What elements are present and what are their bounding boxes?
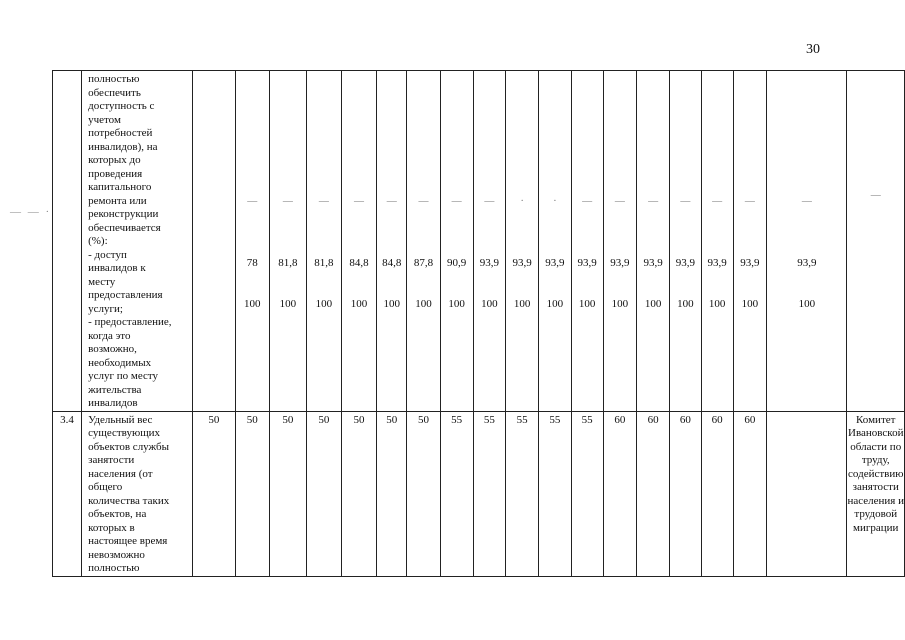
value-cell: 55 bbox=[473, 411, 506, 576]
text-line: занятости bbox=[852, 481, 899, 493]
value-cell: 55 bbox=[571, 411, 603, 576]
text-line: - предоставление, bbox=[88, 316, 172, 328]
description-cell bbox=[82, 71, 193, 412]
text-line: области по bbox=[850, 440, 902, 453]
page-number: 30 bbox=[806, 42, 820, 57]
text-line: (%): bbox=[88, 235, 108, 247]
text-line: - доступ bbox=[88, 248, 127, 261]
value-cell: — 93,9 100 bbox=[669, 71, 701, 412]
text-line: которых в bbox=[88, 521, 135, 534]
text-line: настоящее время bbox=[88, 535, 168, 547]
text-line: потребностей bbox=[88, 127, 153, 139]
text-line: возможно, bbox=[88, 343, 137, 355]
value-cell: — 93,9 100 bbox=[701, 71, 733, 412]
value-cell: — 93,9 100 bbox=[767, 71, 847, 412]
text-line: количества таких bbox=[88, 494, 170, 507]
text-line: труду, bbox=[861, 454, 890, 466]
text-line: объектов службы bbox=[88, 440, 169, 453]
text-line: учетом bbox=[88, 113, 121, 126]
text-line: инвалидов), на bbox=[88, 140, 158, 153]
value-cell: 50 bbox=[269, 411, 306, 576]
text-line: занятости bbox=[88, 454, 135, 466]
table-row-3-4 bbox=[53, 411, 905, 576]
value-cell: 60 bbox=[701, 411, 733, 576]
text-line: проведения bbox=[88, 167, 143, 180]
text-line: доступность с bbox=[88, 100, 155, 112]
value-cell: 50 bbox=[377, 411, 407, 576]
responsible-cell-empty: — bbox=[847, 71, 905, 412]
text-line: Удельный вес bbox=[88, 413, 153, 426]
text-line: услуг по месту bbox=[88, 370, 159, 382]
value-cell: — 81,8 100 bbox=[269, 71, 306, 412]
value-cell: 55 bbox=[440, 411, 473, 576]
text-line: объектов, на bbox=[88, 508, 147, 520]
index-cell: 3.4 bbox=[53, 411, 82, 576]
stray-marks: — — · bbox=[10, 206, 52, 218]
text-line: когда это bbox=[88, 329, 131, 342]
responsible-cell bbox=[847, 411, 905, 576]
value-cell: 60 bbox=[733, 411, 767, 576]
spacer-cell bbox=[767, 411, 847, 576]
value-cell: 55 bbox=[506, 411, 539, 576]
value-cell: 60 bbox=[603, 411, 637, 576]
value-cell: 60 bbox=[637, 411, 670, 576]
value-cell: 50 bbox=[235, 411, 269, 576]
text-line: капитального bbox=[88, 181, 152, 193]
text-line: инвалидов bbox=[88, 397, 138, 409]
value-cell: — 90,9 100 bbox=[440, 71, 473, 412]
text-line: обеспечивается bbox=[88, 221, 161, 234]
text-line: ремонта или bbox=[88, 194, 147, 207]
value-cell: · 93,9 100 bbox=[506, 71, 539, 412]
value-cell: 55 bbox=[539, 411, 572, 576]
text-line: полностью bbox=[88, 562, 140, 574]
value-cell: — 93,9 100 bbox=[473, 71, 506, 412]
value-cell: — 93,9 100 bbox=[571, 71, 603, 412]
description-cell bbox=[82, 411, 193, 576]
text-line: месту bbox=[88, 275, 116, 288]
value-cell: · 93,9 100 bbox=[539, 71, 572, 412]
text-line: необходимых bbox=[88, 356, 152, 369]
value-cell: — 93,9 100 bbox=[733, 71, 767, 412]
value-cell: — 87,8 100 bbox=[407, 71, 441, 412]
text-line: населения (от bbox=[88, 467, 153, 480]
value-cell: 50 bbox=[407, 411, 441, 576]
value-cell: 50 bbox=[341, 411, 377, 576]
text-line: общего bbox=[88, 481, 123, 493]
text-line: полностью bbox=[88, 73, 140, 85]
value-cell: — 78 100 bbox=[235, 71, 269, 412]
text-line: существующих bbox=[88, 427, 161, 439]
text-line: реконструкции bbox=[88, 208, 159, 220]
value-cell: 50 bbox=[192, 411, 235, 576]
text-line: населения и bbox=[847, 494, 904, 507]
value-cell: — 84,8 100 bbox=[341, 71, 377, 412]
text-line: жительства bbox=[88, 383, 142, 396]
value-cell: — 93,9 100 bbox=[603, 71, 637, 412]
spacer-cell bbox=[192, 71, 235, 412]
value-cell: — 81,8 100 bbox=[307, 71, 342, 412]
value-cell: 50 bbox=[307, 411, 342, 576]
value-cell: — 93,9 100 bbox=[637, 71, 670, 412]
text-line: услуги; bbox=[88, 302, 123, 315]
text-line: миграции bbox=[853, 521, 899, 534]
value-cell: 60 bbox=[669, 411, 701, 576]
text-line: обеспечить bbox=[88, 86, 141, 99]
text-line: инвалидов к bbox=[88, 262, 146, 274]
text-line: Ивановской bbox=[848, 427, 904, 439]
table-row-previous bbox=[53, 71, 905, 412]
text-line: которых до bbox=[88, 154, 141, 166]
text-line: Комитет bbox=[856, 413, 896, 426]
text-line: трудовой bbox=[854, 508, 898, 520]
indicator-table bbox=[52, 70, 905, 577]
text-line: содействию bbox=[848, 467, 904, 480]
text-line: предоставления bbox=[88, 289, 163, 301]
value-cell: — 84,8 100 bbox=[377, 71, 407, 412]
text-line: невозможно bbox=[88, 548, 145, 561]
index-cell-empty bbox=[53, 71, 82, 412]
